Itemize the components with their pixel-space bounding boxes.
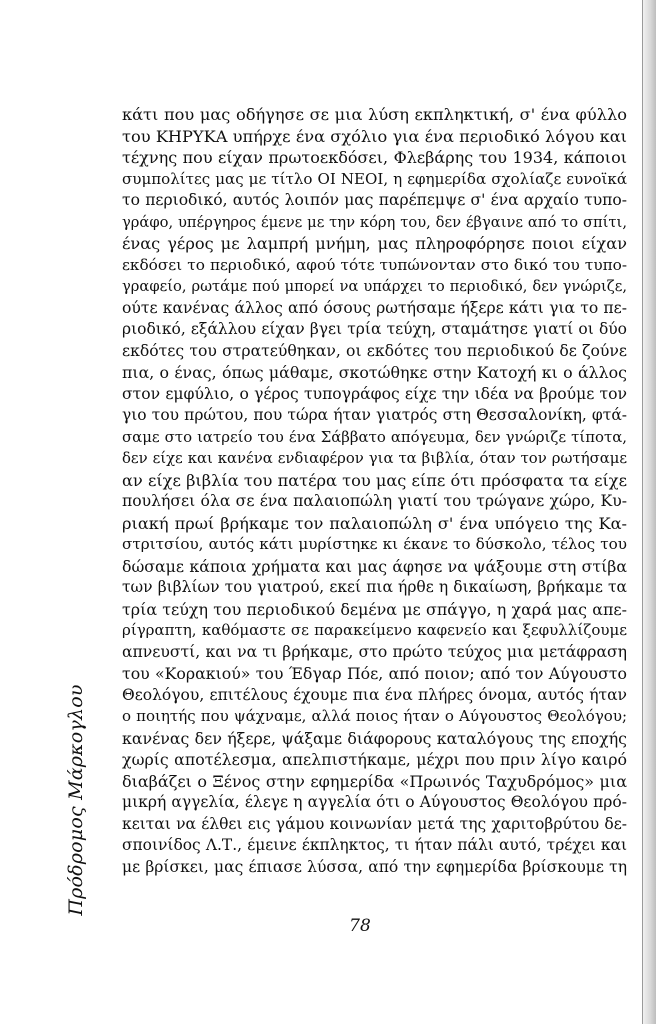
text-line: γραφείο, ρωτάμε πού μπορεί να υπάρχει το περιοδικό, δεν γνώριζε,: [122, 278, 627, 295]
text-line: τρία τεύχη του περιοδικού δεμένα με σπάγγο, η χαρά μας απε-: [122, 599, 627, 619]
page-edge-line: [642, 0, 643, 1024]
text-line: του «Κορακιού» του Έδγαρ Πόε, από ποιον; από τον Αύγουστο: [122, 664, 627, 683]
text-line: κειται να έλθει εις γάμου κοινωνίαν μετά της χαριτοβρύτου δε-: [122, 814, 627, 833]
text-line: κάτι που μας οδήγησε σε μια λύση εκπληκτική, σ' ένα φύλλο: [122, 105, 627, 124]
text-line: των βιβλίων του γιατρού, εκεί πια ήρθε η δικαίωση, βρήκαμε τα: [122, 578, 627, 596]
text-line: συμπολίτες μας με τίτλο ΟΙ ΝΕΟΙ, η εφημερίδα σχολίαζε ευνοϊκά: [122, 169, 627, 188]
text-line: εκδότες του στρατεύθηκαν, οι εκδότες του περιοδικού δε ζούνε: [122, 341, 627, 360]
text-line: ριοδικό, εξάλλου είχαν βγει τρία τεύχη, σταμάτησε γιατί οι δύο: [122, 320, 627, 338]
body-text: [122, 104, 627, 878]
text-line: ούτε κανένας άλλος από όσους ρωτήσαμε ήξερε κάτι για το πε-: [122, 298, 627, 317]
text-line: σαμε στο ιατρείο του ένα Σάββατο απόγευμα, δεν γνώριζε τίποτα,: [122, 427, 627, 446]
text-line: διαβάζει ο Ξένος στην εφημερίδα «Πρωινός Ταχυδρόμος» μια: [122, 771, 627, 791]
text-line: δώσαμε κάποια χρήματα και μας άφησε να ψάξουμε στη στίβα: [122, 556, 627, 576]
text-line: πια, ο ένας, όπως μάθαμε, σκοτώθηκε στην Κατοχή κι ο άλλος: [122, 363, 627, 382]
text-line: εκδόσει το περιοδικό, αφού τότε τυπώνονταν στο δικό του τυπο-: [122, 255, 627, 274]
text-line: κανένας δεν ήξερε, ψάξαμε διάφορους καταλόγους της εποχής: [122, 728, 627, 748]
text-line: ένας γέρος με λαμπρή μνήμη, μας πληροφόρησε ποιοι είχαν: [122, 234, 627, 253]
page-number: 78: [349, 916, 371, 936]
text-line: στριτσίου, αυτός κάτι μυρίστηκε κι έκανε το δύσκολο, τέλος του: [122, 535, 627, 553]
text-line: του ΚΗΡΥΚΑ υπήρχε ένα σχόλιο για ένα περιοδικό λόγου και: [122, 126, 627, 146]
text-line: σποινίδος Λ.Τ., έμεινε έκπληκτος, τι ήταν πάλι αυτό, τρέχει και: [122, 836, 627, 854]
text-line: ριακή πρωί βρήκαμε τον παλαιοπώλη σ' ένα υπόγειο της Κα-: [122, 513, 627, 533]
text-line: τέχνης που είχαν πρωτοεκδόσει, Φλεβάρης του 1934, κάποιοι: [122, 148, 627, 167]
text-line: απνευστί, και να τι βρήκαμε, στο πρώτο τεύχος μια μετάφραση: [122, 642, 627, 661]
text-line: γράφο, υπέργηρος έμενε με την κόρη του, δεν έβγαινε από το σπίτι,: [122, 213, 627, 231]
text-line: δεν είχε και κανένα ενδιαφέρον για τα βιβλία, όταν τον ρωτήσαμε: [122, 450, 627, 467]
text-line: χωρίς αποτέλεσμα, απελπιστήκαμε, μέχρι που πριν λίγο καιρό: [122, 750, 627, 769]
text-line: ρίγραπτη, καθόμαστε σε παρακείμενο καφενείο και ξεφυλλίζουμε: [122, 621, 627, 639]
text-line: Θεολόγου, επιτέλους έχουμε πια ένα πλήρες όνομα, αυτός ήταν: [122, 685, 627, 704]
text-line: το περιοδικό, αυτός λοιπόν μας παρέπεμψε σ' ένα αρχαίο τυπο-: [122, 191, 627, 209]
page-edge-shadow: [642, 0, 656, 1024]
text-line: μικρή αγγελία, έλεγε η αγγελία ότι ο Αύγουστος Θεολόγου πρό-: [122, 793, 627, 811]
text-line: αν είχε βιβλία του πατέρα του μας είπε ότι πρόσφατα τα είχε: [122, 470, 627, 490]
text-line: γιο του πρώτου, που τώρα ήταν γιατρός στη Θεσσαλονίκη, φτά-: [122, 406, 627, 424]
running-head-author: Πρόδρομος Μάρκογλου: [65, 684, 87, 916]
text-line: πουλήσει όλα σε ένα παλαιοπώλη γιατί του τρώγανε χώρο, Κυ-: [122, 492, 627, 510]
text-line: με βρίσκει, μας έπιασε λύσσα, από την εφημερίδα βρίσκουμε τη: [122, 857, 627, 876]
text-line: ο ποιητής που ψάχναμε, αλλά ποιος ήταν ο Αύγουστος Θεολόγου;: [122, 707, 627, 725]
text-line: στον εμφύλιο, ο γέρος τυπογράφος είχε την ιδέα να βρούμε τον: [122, 384, 627, 403]
